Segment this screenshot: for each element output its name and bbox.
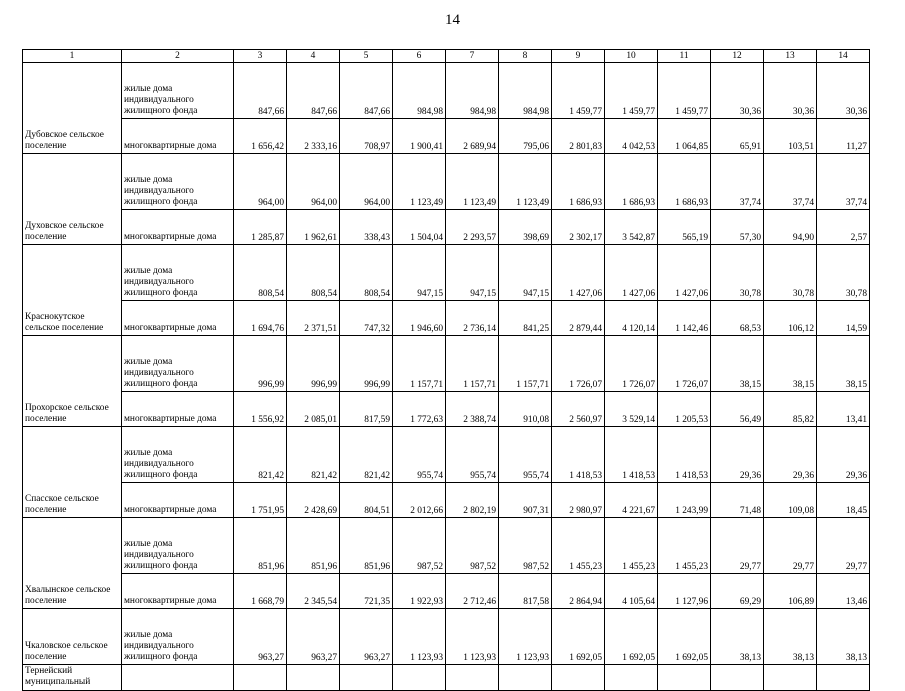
column-header: 13	[764, 50, 817, 63]
value-cell: 841,25	[499, 301, 552, 336]
table-row	[23, 63, 870, 119]
value-cell: 38,15	[817, 336, 870, 392]
value-cell: 1 418,53	[658, 427, 711, 483]
value-cell: 2 864,94	[552, 574, 605, 609]
value-cell: 851,96	[287, 518, 340, 574]
value-cell: 338,43	[340, 210, 393, 245]
empty-cell	[393, 665, 446, 691]
value-cell: 109,08	[764, 483, 817, 518]
value-cell: 2 428,69	[287, 483, 340, 518]
empty-cell	[446, 665, 499, 691]
table-row	[23, 392, 870, 427]
value-cell: 910,08	[499, 392, 552, 427]
value-cell: 996,99	[287, 336, 340, 392]
housing-type: жилые дома индивидуального жилищного фонда	[122, 336, 234, 392]
value-cell: 1 694,76	[234, 301, 287, 336]
value-cell: 996,99	[340, 336, 393, 392]
empty-cell	[499, 665, 552, 691]
table-row	[23, 518, 870, 574]
value-cell: 964,00	[234, 154, 287, 210]
value-cell: 947,15	[446, 245, 499, 301]
value-cell: 708,97	[340, 119, 393, 154]
value-cell: 29,36	[711, 427, 764, 483]
column-header: 3	[234, 50, 287, 63]
value-cell: 821,42	[340, 427, 393, 483]
value-cell: 565,19	[658, 210, 711, 245]
value-cell: 817,58	[499, 574, 552, 609]
value-cell: 1 656,42	[234, 119, 287, 154]
value-cell: 984,98	[393, 63, 446, 119]
value-cell: 721,35	[340, 574, 393, 609]
value-cell: 29,77	[817, 518, 870, 574]
value-cell: 1 127,96	[658, 574, 711, 609]
value-cell: 851,96	[234, 518, 287, 574]
value-cell: 3 529,14	[605, 392, 658, 427]
value-cell: 955,74	[393, 427, 446, 483]
value-cell: 1 686,93	[605, 154, 658, 210]
value-cell: 1 205,53	[658, 392, 711, 427]
value-cell: 1 123,49	[499, 154, 552, 210]
value-cell: 1 686,93	[552, 154, 605, 210]
value-cell: 38,15	[764, 336, 817, 392]
column-header: 9	[552, 50, 605, 63]
empty-cell	[122, 665, 234, 691]
table-row	[23, 210, 870, 245]
value-cell: 1 418,53	[552, 427, 605, 483]
value-cell: 2 801,83	[552, 119, 605, 154]
value-cell: 955,74	[446, 427, 499, 483]
value-cell: 1 946,60	[393, 301, 446, 336]
value-cell: 85,82	[764, 392, 817, 427]
housing-type: жилые дома индивидуального жилищного фонда	[122, 518, 234, 574]
value-cell: 1 726,07	[552, 336, 605, 392]
value-cell: 817,59	[340, 392, 393, 427]
empty-cell	[605, 665, 658, 691]
settlement-name: Чкаловское сельское поселение	[23, 609, 122, 665]
housing-type: многоквартирные дома	[122, 119, 234, 154]
value-cell: 37,74	[817, 154, 870, 210]
value-cell: 1 157,71	[446, 336, 499, 392]
value-cell: 1 922,93	[393, 574, 446, 609]
value-cell: 103,51	[764, 119, 817, 154]
value-cell: 1 123,93	[446, 609, 499, 665]
value-cell: 1 726,07	[605, 336, 658, 392]
value-cell: 13,41	[817, 392, 870, 427]
table-row	[23, 301, 870, 336]
column-header: 1	[23, 50, 122, 63]
value-cell: 963,27	[340, 609, 393, 665]
value-cell: 1 455,23	[658, 518, 711, 574]
housing-type: многоквартирные дома	[122, 574, 234, 609]
value-cell: 1 459,77	[552, 63, 605, 119]
value-cell: 30,36	[764, 63, 817, 119]
value-cell: 984,98	[499, 63, 552, 119]
value-cell: 68,53	[711, 301, 764, 336]
empty-cell	[817, 665, 870, 691]
value-cell: 30,36	[817, 63, 870, 119]
value-cell: 1 157,71	[499, 336, 552, 392]
table-row	[23, 154, 870, 210]
value-cell: 30,78	[764, 245, 817, 301]
value-cell: 747,32	[340, 301, 393, 336]
value-cell: 1 123,49	[393, 154, 446, 210]
value-cell: 4 042,53	[605, 119, 658, 154]
housing-type: многоквартирные дома	[122, 392, 234, 427]
value-cell: 1 726,07	[658, 336, 711, 392]
table-body	[23, 50, 870, 691]
settlement-name: Спасское сельское поселение	[23, 427, 122, 518]
value-cell: 2 012,66	[393, 483, 446, 518]
value-cell: 2 879,44	[552, 301, 605, 336]
value-cell: 4 105,64	[605, 574, 658, 609]
value-cell: 4 120,14	[605, 301, 658, 336]
value-cell: 1 772,63	[393, 392, 446, 427]
page-number: 14	[445, 12, 460, 28]
housing-type: многоквартирные дома	[122, 483, 234, 518]
value-cell: 1 418,53	[605, 427, 658, 483]
value-cell: 38,15	[711, 336, 764, 392]
value-cell: 808,54	[340, 245, 393, 301]
housing-type: многоквартирные дома	[122, 210, 234, 245]
value-cell: 71,48	[711, 483, 764, 518]
value-cell: 29,36	[817, 427, 870, 483]
value-cell: 38,13	[817, 609, 870, 665]
value-cell: 1 668,79	[234, 574, 287, 609]
empty-cell	[764, 665, 817, 691]
empty-cell	[234, 665, 287, 691]
value-cell: 847,66	[340, 63, 393, 119]
column-header: 2	[122, 50, 234, 63]
value-cell: 2 345,54	[287, 574, 340, 609]
value-cell: 30,78	[817, 245, 870, 301]
tariff-table	[22, 49, 870, 691]
column-header: 5	[340, 50, 393, 63]
table-row	[23, 119, 870, 154]
column-header: 12	[711, 50, 764, 63]
column-header: 10	[605, 50, 658, 63]
value-cell: 1 692,05	[552, 609, 605, 665]
value-cell: 398,69	[499, 210, 552, 245]
value-cell: 106,89	[764, 574, 817, 609]
value-cell: 1 243,99	[658, 483, 711, 518]
column-header: 8	[499, 50, 552, 63]
value-cell: 963,27	[234, 609, 287, 665]
value-cell: 1 123,93	[393, 609, 446, 665]
settlement-name: Краснокутское сельское поселение	[23, 245, 122, 336]
column-header: 7	[446, 50, 499, 63]
header-row	[23, 50, 870, 63]
value-cell: 1 692,05	[605, 609, 658, 665]
value-cell: 29,77	[711, 518, 764, 574]
value-cell: 69,29	[711, 574, 764, 609]
value-cell: 821,42	[234, 427, 287, 483]
value-cell: 29,36	[764, 427, 817, 483]
value-cell: 4 221,67	[605, 483, 658, 518]
value-cell: 987,52	[446, 518, 499, 574]
column-header: 11	[658, 50, 711, 63]
empty-cell	[711, 665, 764, 691]
value-cell: 1 427,06	[605, 245, 658, 301]
value-cell: 65,91	[711, 119, 764, 154]
column-header: 4	[287, 50, 340, 63]
value-cell: 1 686,93	[658, 154, 711, 210]
value-cell: 18,45	[817, 483, 870, 518]
value-cell: 1 123,49	[446, 154, 499, 210]
value-cell: 1 157,71	[393, 336, 446, 392]
value-cell: 987,52	[393, 518, 446, 574]
value-cell: 2 712,46	[446, 574, 499, 609]
value-cell: 2 302,17	[552, 210, 605, 245]
value-cell: 1 285,87	[234, 210, 287, 245]
settlement-name: Дубовское сельское поселение	[23, 63, 122, 154]
table-row	[23, 245, 870, 301]
housing-type: жилые дома индивидуального жилищного фонда	[122, 63, 234, 119]
value-cell: 795,06	[499, 119, 552, 154]
value-cell: 851,96	[340, 518, 393, 574]
settlement-name: Хвалынское сельское поселение	[23, 518, 122, 609]
value-cell: 1 427,06	[658, 245, 711, 301]
housing-type: жилые дома индивидуального жилищного фонда	[122, 154, 234, 210]
housing-type: жилые дома индивидуального жилищного фонда	[122, 427, 234, 483]
value-cell: 1 692,05	[658, 609, 711, 665]
value-cell: 1 455,23	[605, 518, 658, 574]
value-cell: 57,30	[711, 210, 764, 245]
value-cell: 808,54	[287, 245, 340, 301]
value-cell: 2 293,57	[446, 210, 499, 245]
settlement-name: Тернейский муниципальный	[23, 665, 122, 691]
value-cell: 1 064,85	[658, 119, 711, 154]
empty-cell	[658, 665, 711, 691]
value-cell: 808,54	[234, 245, 287, 301]
value-cell: 947,15	[499, 245, 552, 301]
value-cell: 2 333,16	[287, 119, 340, 154]
housing-type: жилые дома индивидуального жилищного фонда	[122, 245, 234, 301]
column-header: 14	[817, 50, 870, 63]
value-cell: 37,74	[764, 154, 817, 210]
value-cell: 947,15	[393, 245, 446, 301]
value-cell: 1 123,93	[499, 609, 552, 665]
value-cell: 847,66	[234, 63, 287, 119]
value-cell: 804,51	[340, 483, 393, 518]
value-cell: 3 542,87	[605, 210, 658, 245]
settlement-name: Прохорское сельское поселение	[23, 336, 122, 427]
value-cell: 1 459,77	[605, 63, 658, 119]
table-row	[23, 609, 870, 665]
value-cell: 1 556,92	[234, 392, 287, 427]
table-row	[23, 336, 870, 392]
value-cell: 37,74	[711, 154, 764, 210]
value-cell: 94,90	[764, 210, 817, 245]
value-cell: 955,74	[499, 427, 552, 483]
value-cell: 821,42	[287, 427, 340, 483]
value-cell: 13,46	[817, 574, 870, 609]
settlement-name: Духовское сельское поселение	[23, 154, 122, 245]
table-row	[23, 665, 870, 691]
value-cell: 2 736,14	[446, 301, 499, 336]
value-cell: 1 427,06	[552, 245, 605, 301]
value-cell: 106,12	[764, 301, 817, 336]
empty-cell	[552, 665, 605, 691]
value-cell: 2 388,74	[446, 392, 499, 427]
value-cell: 1 142,46	[658, 301, 711, 336]
value-cell: 1 751,95	[234, 483, 287, 518]
value-cell: 964,00	[340, 154, 393, 210]
value-cell: 963,27	[287, 609, 340, 665]
value-cell: 984,98	[446, 63, 499, 119]
table-row	[23, 574, 870, 609]
value-cell: 30,78	[711, 245, 764, 301]
value-cell: 2 085,01	[287, 392, 340, 427]
column-header: 6	[393, 50, 446, 63]
value-cell: 907,31	[499, 483, 552, 518]
value-cell: 1 962,61	[287, 210, 340, 245]
value-cell: 2 689,94	[446, 119, 499, 154]
value-cell: 987,52	[499, 518, 552, 574]
value-cell: 2,57	[817, 210, 870, 245]
value-cell: 11,27	[817, 119, 870, 154]
value-cell: 2 371,51	[287, 301, 340, 336]
value-cell: 29,77	[764, 518, 817, 574]
empty-cell	[340, 665, 393, 691]
value-cell: 1 504,04	[393, 210, 446, 245]
value-cell: 14,59	[817, 301, 870, 336]
value-cell: 30,36	[711, 63, 764, 119]
table-row	[23, 427, 870, 483]
value-cell: 56,49	[711, 392, 764, 427]
table-row	[23, 483, 870, 518]
empty-cell	[287, 665, 340, 691]
value-cell: 2 802,19	[446, 483, 499, 518]
value-cell: 38,13	[764, 609, 817, 665]
value-cell: 964,00	[287, 154, 340, 210]
housing-type: жилые дома индивидуального жилищного фонда	[122, 609, 234, 665]
value-cell: 1 900,41	[393, 119, 446, 154]
value-cell: 847,66	[287, 63, 340, 119]
value-cell: 38,13	[711, 609, 764, 665]
value-cell: 1 459,77	[658, 63, 711, 119]
value-cell: 2 980,97	[552, 483, 605, 518]
value-cell: 996,99	[234, 336, 287, 392]
value-cell: 2 560,97	[552, 392, 605, 427]
housing-type: многоквартирные дома	[122, 301, 234, 336]
value-cell: 1 455,23	[552, 518, 605, 574]
